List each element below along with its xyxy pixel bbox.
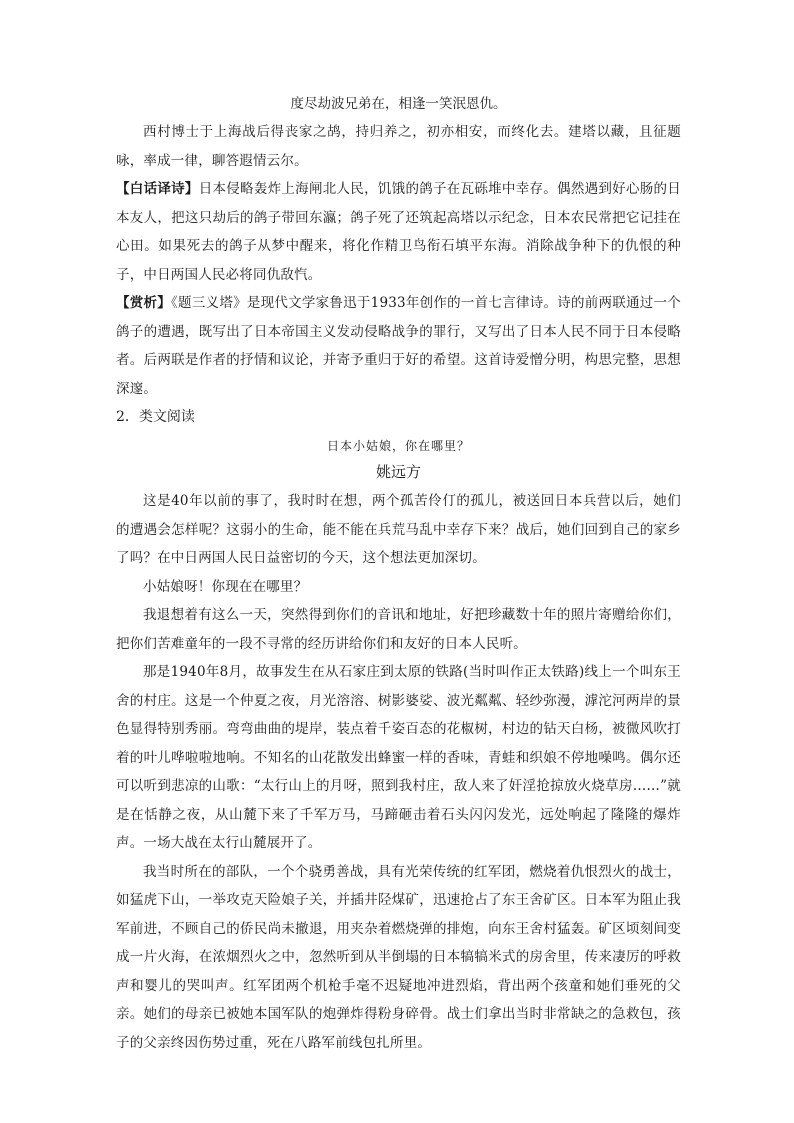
poem-note: 西村博士于上海战后得丧家之鸪，持归养之，初亦相安，而终化去。建塔以藏，且征题咏，率成一律，聊答遐情云尔。 — [116, 124, 681, 169]
article-paragraph-1: 这是40年以前的事了，我时时在想，两个孤苦伶仃的孤儿，被送回日本兵营以后，她们的遭遇会怎样呢？这弱小的生命，能不能在兵荒马乱中幸存下来？战后，她们回到自己的家乡了吗？在中日两国人民日益密切的今天，这个想法更加深切。 — [116, 493, 681, 566]
document-page — [116, 90, 681, 1057]
article-paragraph-5: 我当时所在的部队，一个个骁勇善战，具有光荣传统的红军团，燃烧着仇恨烈火的战士，如猛虎下山，一举攻克天险娘子关，并插井陉煤矿，迅速抢占了东王舍矿区。日本军为阻止我军前进，不顾自己的侨民尚未撤退，用夹杂着燃烧弹的排炮，向东王舍村猛轰。矿区顷刻间变成一片火海，在浓烟烈火之中，忽然听到从半倒塌的日本犒犒米式的房舍里，传来凄厉的呼救声和婴儿的哭叫声。红军团两个机枪手毫不迟疑地冲进烈焰，背出两个孩童和她们垂死的父亲。她们的母亲已被她本国军队的炮弹炸得粉身碎骨。战士们拿出当时非常缺之的急救包，孩子的父亲终因伤势过重，死在八路军前线包扎所里。 — [116, 863, 681, 1051]
section-heading: 2．类文阅读 — [116, 409, 195, 425]
article-author: 姚远方 — [375, 463, 421, 481]
article-title: 日本小姑娘，你在哪里？ — [326, 439, 470, 453]
appreciation-tag: 【赏析】 — [116, 295, 172, 311]
article-paragraph-4: 那是1940年8月，故事发生在从石家庄到太原的铁路(当时叫作正太铁路)线上一个叫东王舍的村庄。这是一个仲夏之夜，月光溶溶、树影婆娑、波光粼粼、轻纱弥漫，滹沱河两岸的景色显得特别秀丽。弯弯曲曲的堤岸，装点着千姿百态的花椒树，村边的钻天白杨，被微风吹打着的叶儿哗啦啦地响。不知名的山花散发出蜂蜜一样的香味，青蛙和织娘不停地噪鸣。偶尔还可以听到悲凉的山歌：“太行山上的月呀，照到我村庄，敌人来了奸淫抢掠放火烧草房……”就是在恬静之夜，从山麓下来了千军万马，马蹄砸击着石头闪闪发光，远处响起了隆隆的爆炸声。一场大战在太行山麓展开了。 — [116, 664, 681, 851]
translation-paragraph — [116, 175, 681, 289]
appreciation-text: 《题三义塔》是现代文学家鲁迅于1933年创作的一首七言律诗。诗的前两联通过一个鸽子的遭遇，既写出了日本帝国主义发动侵略战争的罪行，又写出了日本人民不同于日本侵略者。后两联是作者的抒情和议论，并寄予重归于好的希望。这首诗爱憎分明，构思完整，思想深邃。 — [116, 295, 681, 397]
article-paragraph-3: 我退想着有这么一天，突然得到你们的音讯和地址，好把珍藏数十年的照片寄赠给你们，把你们苦难童年的一段不寻常的经历讲给你们和友好的日本人民听。 — [116, 607, 681, 652]
poem-last-line: 度尽劫波兄弟在，相逢一笑泯恩仇。 — [290, 96, 507, 112]
article-paragraph-2: 小姑娘呀！你现在在哪里？ — [143, 578, 308, 595]
translation-tag: 【白话译诗】 — [116, 181, 199, 197]
appreciation-paragraph — [116, 289, 681, 403]
translation-text: 日本侵略轰炸上海闸北人民，饥饿的鸽子在瓦砾堆中幸存。偶然遇到好心肠的日本友人，把这只劫后的鸽子带回东瀛；鸽子死了还筑起高塔以示纪念，日本农民常把它记挂在心田。如果死去的鸽子从梦中醒来，将化作精卫鸟衔石填平东海。消除战争种下的仇恨的种子，中日两国人民必将同仇敌忾。 — [116, 181, 682, 283]
